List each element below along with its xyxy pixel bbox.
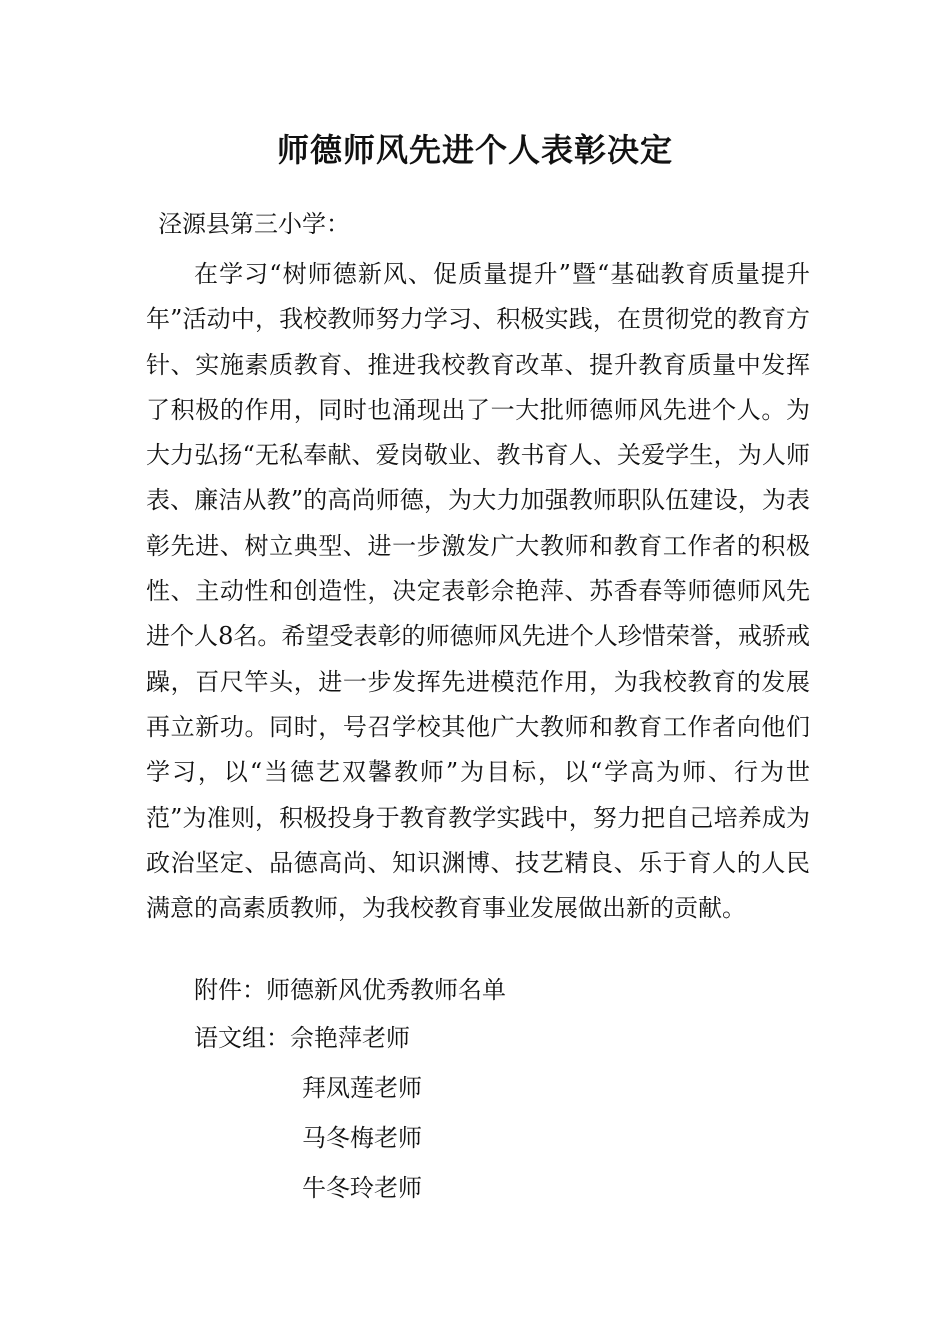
group-label: 语文组： xyxy=(194,1024,290,1052)
salutation: 泾源县第三小学： xyxy=(158,210,350,238)
teacher-group-row xyxy=(194,1020,410,1056)
teacher-name: 牛冬玲老师 xyxy=(302,1174,422,1202)
attachment-line: 附件：师德新风优秀教师名单 xyxy=(194,976,506,1004)
document-title: 师德师风先进个人表彰决定 xyxy=(276,131,673,169)
body-paragraph: 在学习“树师德新风、促质量提升”暨“基础教育质量提升年”活动中，我校教师努力学习、积极实践，在贯彻党的教育方针、实施素质教育、推进我校教育改革、提升教育质量中发挥了积极的作用，同时也涌现出了一大批师德师风先进个人。为大力弘扬“无私奉献、爱岗敬业、教书育人、关爱学生，为人师表、廉洁从教”的高尚师德，为大力加强教师职队伍建设，为表彰先进、树立典型、进一步激发广大教师和教育工作者的积极性、主动性和创造性，决定表彰佘艳萍、苏香春等师德师风先进个人8名。希望受表彰的师德师风先进个人珍惜荣誉，戒骄戒躁，百尺竿头，进一步发挥先进模范作用，为我校教育的发展再立新功。同时，号召学校其他广大教师和教育工作者向他们学习，以“当德艺双馨教师”为目标，以“学高为师、行为世范”为准则，积极投身于教育教学实践中，努力把自己培养成为政治坚定、品德高尚、知识渊博、技艺精良、乐于育人的人民满意的高素质教师，为我校教育事业发展做出新的贡献。 xyxy=(146,260,810,923)
teacher-name: 拜凤莲老师 xyxy=(302,1074,422,1102)
teacher-name: 马冬梅老师 xyxy=(302,1124,422,1152)
teacher-name: 佘艳萍老师 xyxy=(290,1024,410,1052)
